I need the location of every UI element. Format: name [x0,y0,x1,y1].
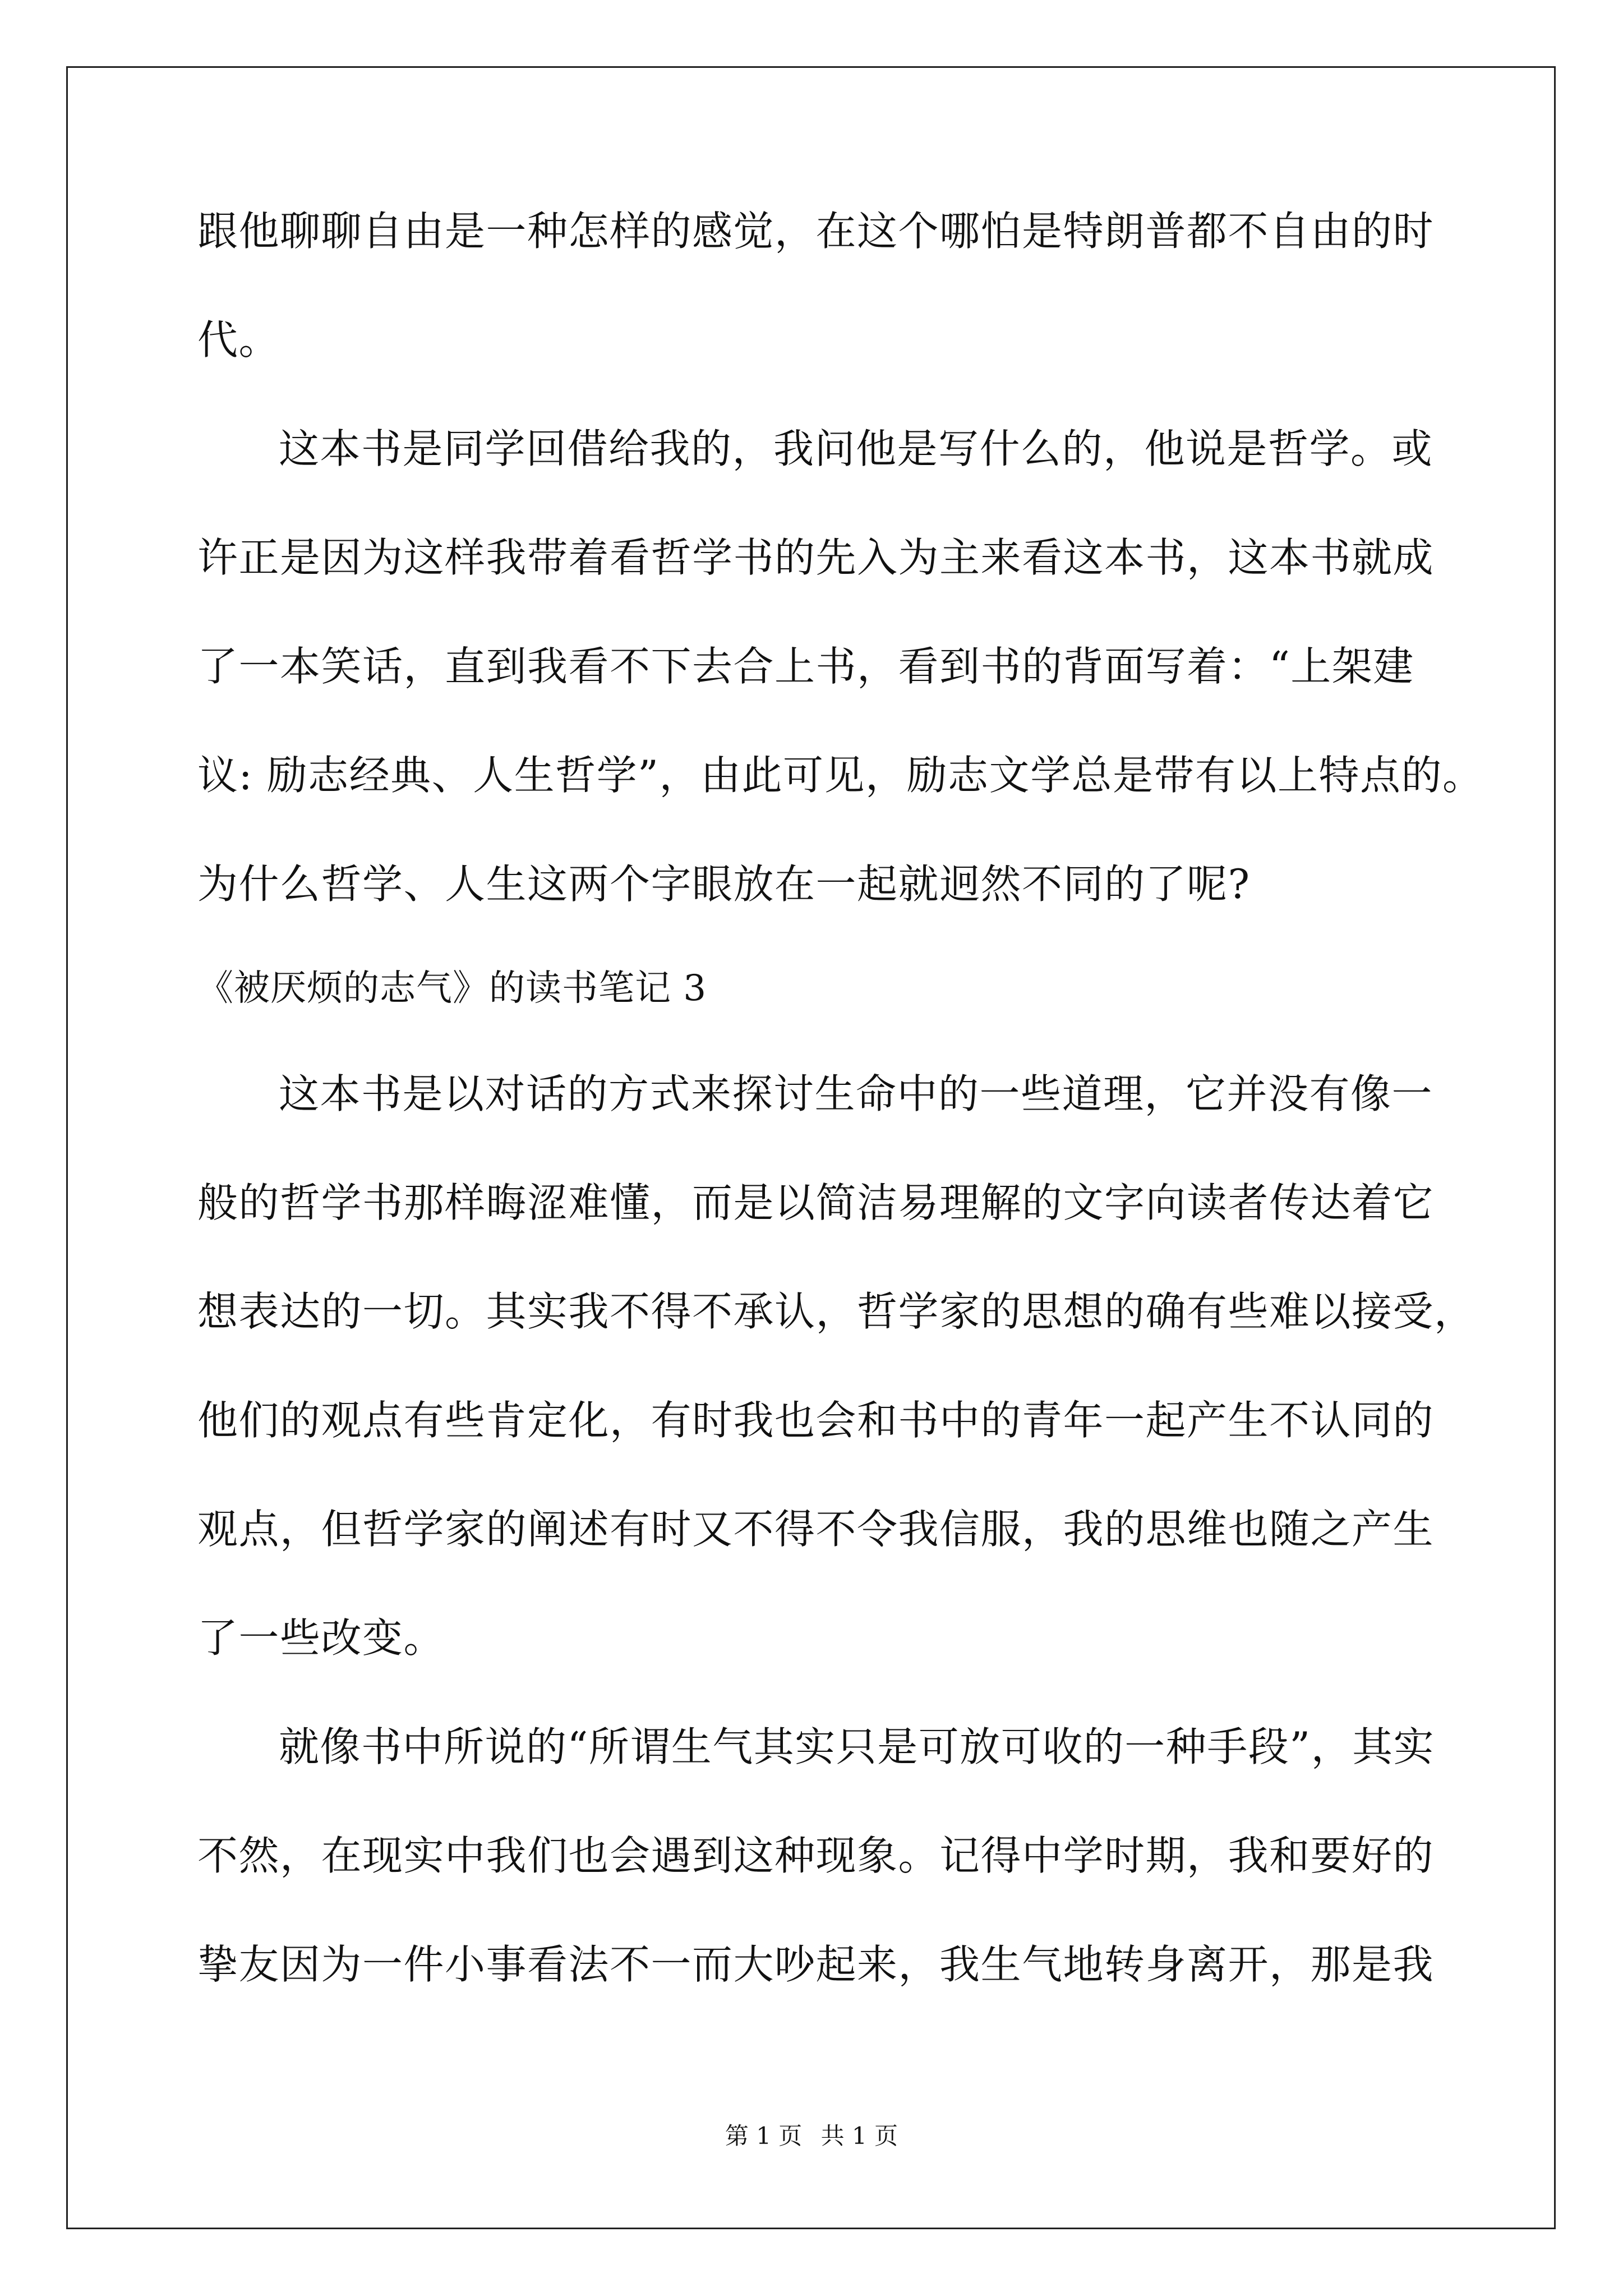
paragraph-first-line: 这本书是同学回借给我的，我问他是写什么的，他说是哲学。或 [279,425,1433,472]
text-line: 代。 [197,316,280,364]
text-line: 为什么哲学、人生这两个字眼放在一起就迥然不同的了呢? [197,861,1251,908]
page-total: 共 1 页 [820,2122,898,2150]
text-line: 许正是因为这样我带着看哲学书的先入为主来看这本书，这本书就成 [197,534,1435,581]
section-heading: 《被厌烦的志气》的读书笔记 3 [197,968,707,1009]
text-line: 了一本笑话，直到我看不下去合上书，看到书的背面写着：“上架建 [197,643,1414,690]
text-line: 观点，但哲学家的阐述有时又不得不令我信服，我的思维也随之产生 [197,1506,1435,1553]
text-line: 想表达的一切。其实我不得不承认，哲学家的思想的确有些难以接受， [197,1288,1476,1335]
text-line: 跟他聊聊自由是一种怎样的感觉，在这个哪怕是特朗普都不自由的时 [197,208,1435,255]
text-line: 挚友因为一件小事看法不一而大吵起来，我生气地转身离开，那是我 [197,1941,1435,1988]
text-line: 了一些改变。 [197,1614,445,1662]
text-line: 不然，在现实中我们也会遇到这种现象。记得中学时期，我和要好的 [197,1832,1435,1879]
paragraph-first-line: 这本书是以对话的方式来探讨生命中的一些道理，它并没有像一 [279,1070,1433,1117]
page-footer [0,2119,1623,2153]
text-line: 般的哲学书那样晦涩难懂，而是以简洁易理解的文字向读者传达着它 [197,1179,1435,1226]
paragraph-first-line: 就像书中所说的“所谓生气其实只是可放可收的一种手段”，其实 [279,1723,1435,1770]
text-line: 他们的观点有些肯定化，有时我也会和书中的青年一起产生不认同的 [197,1397,1435,1444]
text-line: 议: 励志经典、人生哲学”，由此可见，励志文学总是带有以上特点的。 [197,752,1484,799]
page-number: 第 1 页 [725,2122,803,2150]
page-border [66,66,1556,2229]
